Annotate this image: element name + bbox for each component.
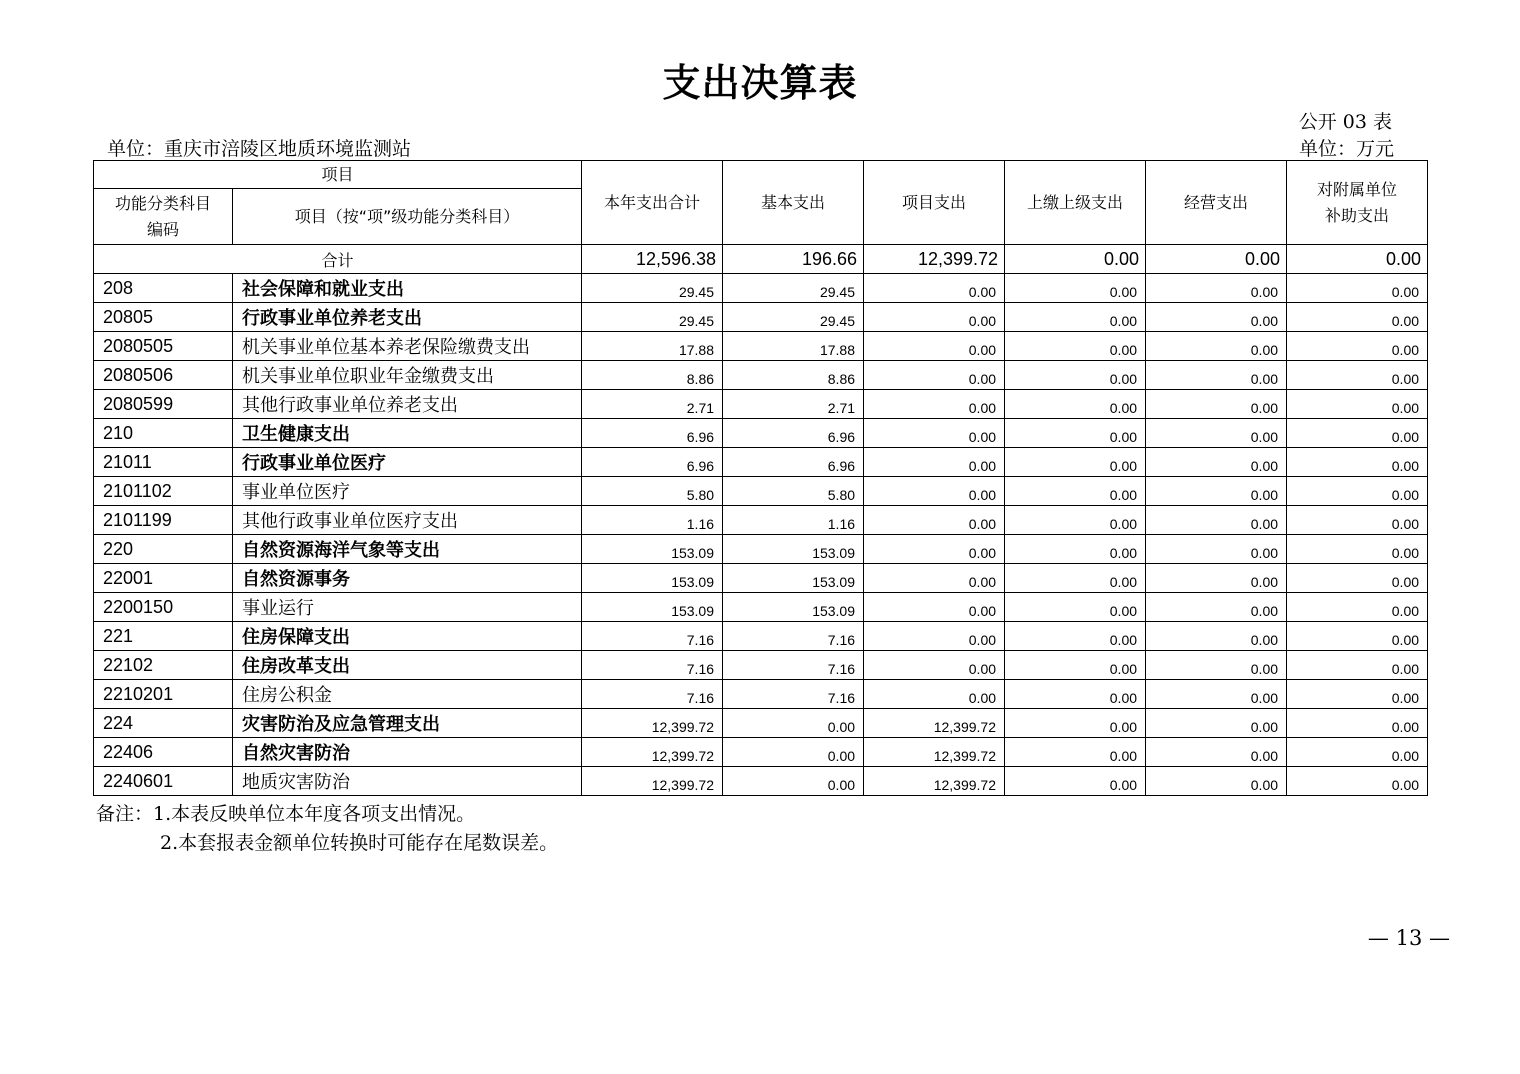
amount-subsidy: 0.00 [1287,477,1428,506]
function-name: 事业运行 [233,593,582,622]
function-name: 自然资源海洋气象等支出 [233,535,582,564]
amount-basic: 8.86 [723,361,864,390]
function-name: 住房保障支出 [233,622,582,651]
total-cell-basic: 196.66 [723,245,864,274]
amount-upper: 0.00 [1005,651,1146,680]
note-line-2: 2.本套报表金额单位转换时可能存在尾数误差。 [160,832,559,854]
function-code: 2080506 [94,361,233,390]
table-row [94,332,1428,361]
table-row [94,506,1428,535]
total-cell-subsidy: 0.00 [1287,245,1428,274]
function-name: 灾害防治及应急管理支出 [233,709,582,738]
amount-upper: 0.00 [1005,419,1146,448]
amount-project: 0.00 [864,564,1005,593]
amount-subsidy: 0.00 [1287,361,1428,390]
function-name: 其他行政事业单位养老支出 [233,390,582,419]
amount-subsidy: 0.00 [1287,680,1428,709]
amount-subsidy: 0.00 [1287,593,1428,622]
function-code: 2080505 [94,332,233,361]
amount-total: 12,399.72 [582,709,723,738]
reporting-unit: 单位：重庆市涪陵区地质环境监测站 [107,138,412,160]
amount-basic: 0.00 [723,767,864,796]
amount-project: 0.00 [864,680,1005,709]
amount-business: 0.00 [1146,419,1287,448]
amount-project: 12,399.72 [864,767,1005,796]
table-row [94,593,1428,622]
header-function-name: 项目（按“项”级功能分类科目） [233,189,582,245]
total-cell-project: 12,399.72 [864,245,1005,274]
amount-subsidy: 0.00 [1287,767,1428,796]
form-number: 公开 03 表 [1298,111,1392,133]
function-code: 221 [94,622,233,651]
amount-subsidy: 0.00 [1287,332,1428,361]
amount-business: 0.00 [1146,709,1287,738]
amount-subsidy: 0.00 [1287,274,1428,303]
notes [96,800,558,858]
amount-subsidy: 0.00 [1287,564,1428,593]
amount-basic: 29.45 [723,303,864,332]
table-row [94,738,1428,767]
amount-basic: 29.45 [723,274,864,303]
amount-total: 1.16 [582,506,723,535]
amount-subsidy: 0.00 [1287,506,1428,535]
amount-project: 0.00 [864,593,1005,622]
function-name: 行政事业单位医疗 [233,448,582,477]
amount-business: 0.00 [1146,535,1287,564]
amount-project: 12,399.72 [864,738,1005,767]
amount-basic: 153.09 [723,593,864,622]
total-cell-business: 0.00 [1146,245,1287,274]
amount-total: 29.45 [582,303,723,332]
table-row [94,361,1428,390]
function-code: 208 [94,274,233,303]
function-code: 210 [94,419,233,448]
currency-unit: 单位：万元 [1298,138,1394,160]
amount-business: 0.00 [1146,564,1287,593]
function-code: 21011 [94,448,233,477]
function-name: 卫生健康支出 [233,419,582,448]
amount-project: 0.00 [864,332,1005,361]
amount-total: 7.16 [582,680,723,709]
amount-business: 0.00 [1146,506,1287,535]
amount-upper: 0.00 [1005,622,1146,651]
amount-basic: 7.16 [723,680,864,709]
amount-project: 0.00 [864,303,1005,332]
function-code: 2200150 [94,593,233,622]
function-name: 自然灾害防治 [233,738,582,767]
amount-total: 17.88 [582,332,723,361]
total-row [94,245,1428,274]
amount-upper: 0.00 [1005,506,1146,535]
document-title: 支出决算表 [662,60,858,105]
table-row [94,651,1428,680]
amount-upper: 0.00 [1005,738,1146,767]
amount-subsidy: 0.00 [1287,709,1428,738]
table-row [94,564,1428,593]
amount-subsidy: 0.00 [1287,448,1428,477]
function-code: 2240601 [94,767,233,796]
function-code: 2080599 [94,390,233,419]
table-row [94,390,1428,419]
amount-upper: 0.00 [1005,709,1146,738]
amount-total: 153.09 [582,593,723,622]
header-upper-remittance: 上缴上级支出 [1005,161,1146,245]
function-name: 机关事业单位基本养老保险缴费支出 [233,332,582,361]
header-function-code: 功能分类科目编码 [94,189,233,245]
function-name: 住房改革支出 [233,651,582,680]
total-cell-total: 12,596.38 [582,245,723,274]
function-code: 224 [94,709,233,738]
amount-subsidy: 0.00 [1287,303,1428,332]
amount-subsidy: 0.00 [1287,535,1428,564]
amount-total: 7.16 [582,622,723,651]
amount-total: 12,399.72 [582,767,723,796]
header-business-expenditure: 经营支出 [1146,161,1287,245]
amount-basic: 2.71 [723,390,864,419]
amount-subsidy: 0.00 [1287,622,1428,651]
amount-basic: 6.96 [723,448,864,477]
note-line-1: 备注：1.本表反映单位本年度各项支出情况。 [96,803,476,825]
amount-basic: 0.00 [723,709,864,738]
amount-total: 8.86 [582,361,723,390]
function-code: 22001 [94,564,233,593]
function-name: 自然资源事务 [233,564,582,593]
amount-business: 0.00 [1146,448,1287,477]
table-row [94,274,1428,303]
table-row [94,680,1428,709]
amount-business: 0.00 [1146,651,1287,680]
page-number: — 13 — [1367,926,1450,950]
amount-business: 0.00 [1146,274,1287,303]
amount-total: 29.45 [582,274,723,303]
amount-business: 0.00 [1146,303,1287,332]
amount-business: 0.00 [1146,767,1287,796]
amount-upper: 0.00 [1005,448,1146,477]
function-code: 220 [94,535,233,564]
function-code: 22102 [94,651,233,680]
amount-upper: 0.00 [1005,767,1146,796]
amount-project: 0.00 [864,535,1005,564]
function-name: 机关事业单位职业年金缴费支出 [233,361,582,390]
amount-basic: 7.16 [723,622,864,651]
amount-basic: 153.09 [723,564,864,593]
amount-basic: 6.96 [723,419,864,448]
amount-total: 153.09 [582,564,723,593]
amount-total: 6.96 [582,419,723,448]
amount-subsidy: 0.00 [1287,419,1428,448]
table-row [94,622,1428,651]
function-name: 地质灾害防治 [233,767,582,796]
amount-business: 0.00 [1146,622,1287,651]
amount-total: 2.71 [582,390,723,419]
amount-subsidy: 0.00 [1287,390,1428,419]
header-total-expenditure: 本年支出合计 [582,161,723,245]
expenditure-table [93,160,1428,796]
amount-upper: 0.00 [1005,477,1146,506]
amount-project: 0.00 [864,651,1005,680]
function-name: 事业单位医疗 [233,477,582,506]
amount-project: 0.00 [864,477,1005,506]
table-row [94,477,1428,506]
amount-subsidy: 0.00 [1287,738,1428,767]
amount-basic: 7.16 [723,651,864,680]
amount-basic: 153.09 [723,535,864,564]
amount-upper: 0.00 [1005,274,1146,303]
function-name: 社会保障和就业支出 [233,274,582,303]
amount-upper: 0.00 [1005,390,1146,419]
amount-basic: 0.00 [723,738,864,767]
table-row [94,448,1428,477]
table-row [94,303,1428,332]
total-label: 合计 [94,245,582,274]
amount-project: 0.00 [864,419,1005,448]
amount-project: 0.00 [864,622,1005,651]
function-code: 2210201 [94,680,233,709]
amount-business: 0.00 [1146,738,1287,767]
header-basic-expenditure: 基本支出 [723,161,864,245]
amount-business: 0.00 [1146,332,1287,361]
table-row [94,767,1428,796]
amount-project: 0.00 [864,361,1005,390]
function-code: 20805 [94,303,233,332]
function-name: 其他行政事业单位医疗支出 [233,506,582,535]
amount-project: 12,399.72 [864,709,1005,738]
amount-total: 7.16 [582,651,723,680]
amount-business: 0.00 [1146,680,1287,709]
amount-total: 5.80 [582,477,723,506]
amount-project: 0.00 [864,390,1005,419]
amount-total: 12,399.72 [582,738,723,767]
amount-business: 0.00 [1146,390,1287,419]
amount-basic: 17.88 [723,332,864,361]
table-row [94,419,1428,448]
function-name: 行政事业单位养老支出 [233,303,582,332]
amount-project: 0.00 [864,274,1005,303]
amount-total: 6.96 [582,448,723,477]
amount-upper: 0.00 [1005,593,1146,622]
amount-upper: 0.00 [1005,680,1146,709]
function-code: 2101199 [94,506,233,535]
amount-subsidy: 0.00 [1287,651,1428,680]
amount-basic: 5.80 [723,477,864,506]
function-code: 2101102 [94,477,233,506]
table-row [94,535,1428,564]
amount-project: 0.00 [864,448,1005,477]
amount-upper: 0.00 [1005,361,1146,390]
amount-project: 0.00 [864,506,1005,535]
amount-business: 0.00 [1146,361,1287,390]
amount-upper: 0.00 [1005,332,1146,361]
function-name: 住房公积金 [233,680,582,709]
header-project-expenditure: 项目支出 [864,161,1005,245]
amount-upper: 0.00 [1005,564,1146,593]
table-row [94,709,1428,738]
header-subsidy-expenditure: 对附属单位补助支出 [1287,161,1428,245]
amount-basic: 1.16 [723,506,864,535]
total-cell-upper: 0.00 [1005,245,1146,274]
header-item: 项目 [94,161,582,189]
amount-upper: 0.00 [1005,535,1146,564]
amount-upper: 0.00 [1005,303,1146,332]
amount-business: 0.00 [1146,477,1287,506]
function-code: 22406 [94,738,233,767]
amount-total: 153.09 [582,535,723,564]
amount-business: 0.00 [1146,593,1287,622]
